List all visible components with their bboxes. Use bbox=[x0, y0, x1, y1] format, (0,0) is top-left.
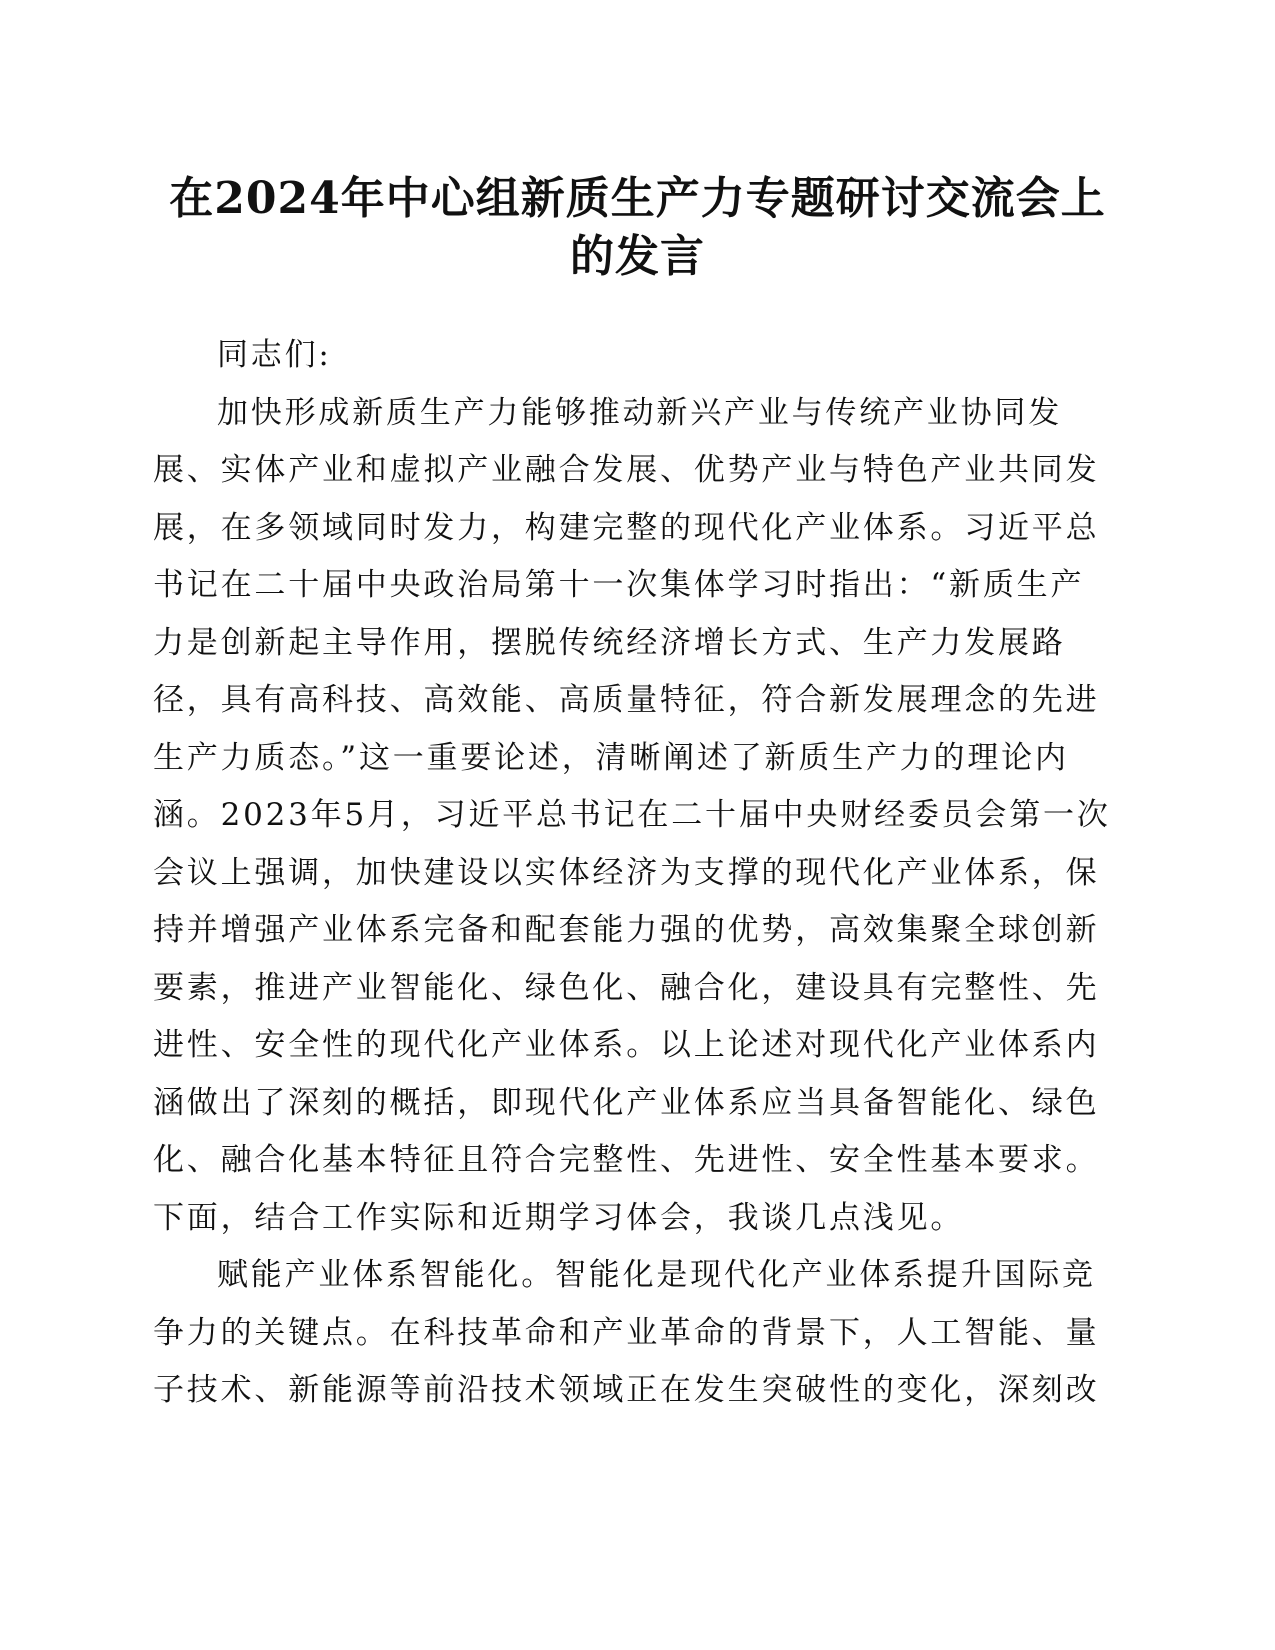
paragraph-line: 生产力质态。”这一重要论述，清晰阐述了新质生产力的理论内 bbox=[153, 739, 1069, 776]
paragraph-line: 下面，结合工作实际和近期学习体会，我谈几点浅见。 bbox=[153, 1199, 965, 1236]
paragraph-line: 持并增强产业体系完备和配套能力强的优势，高效集聚全球创新 bbox=[153, 912, 1100, 948]
paragraph-line: 加快形成新质生产力能够推动新兴产业与传统产业协同发 bbox=[217, 394, 1062, 431]
document-title bbox=[138, 170, 1138, 286]
paragraph-line: 径，具有高科技、高效能、高质量特征，符合新发展理念的先进 bbox=[153, 682, 1100, 718]
paragraph-line: 赋能产业体系智能化。智能化是现代化产业体系提升国际竞 bbox=[217, 1257, 1096, 1293]
paragraph-line: 要素，推进产业智能化、绿色化、融合化，建设具有完整性、先 bbox=[153, 969, 1100, 1006]
paragraph-line: 展、实体产业和虚拟产业融合发展、优势产业与特色产业共同发 bbox=[153, 452, 1100, 488]
paragraph-line: 书记在二十届中央政治局第十一次集体学习时指出：“新质生产 bbox=[153, 567, 1085, 603]
paragraph-line: 会议上强调，加快建设以实体经济为支撑的现代化产业体系，保 bbox=[153, 854, 1100, 891]
paragraph-line: 力是创新起主导作用，摆脱传统经济增长方式、生产力发展路 bbox=[153, 624, 1066, 661]
salutation: 同志们: bbox=[217, 337, 332, 373]
title-line-2: 的发言 bbox=[570, 231, 705, 282]
document-body bbox=[153, 327, 1111, 1420]
title-line-1: 在2024年中心组新质生产力专题研讨交流会上 bbox=[169, 173, 1106, 224]
paragraph-line: 化、融合化基本特征且符合完整性、先进性、安全性基本要求。 bbox=[153, 1142, 1100, 1178]
paragraph-line: 争力的关键点。在科技革命和产业革命的背景下，人工智能、量 bbox=[153, 1314, 1100, 1351]
paragraph-line: 子技术、新能源等前沿技术领域正在发生突破性的变化，深刻改 bbox=[153, 1372, 1100, 1408]
paragraph-2 bbox=[153, 1247, 1100, 1420]
paragraph-line: 进性、安全性的现代化产业体系。以上论述对现代化产业体系内 bbox=[153, 1027, 1100, 1063]
paragraph-line: 涵做出了深刻的概括，即现代化产业体系应当具备智能化、绿色 bbox=[153, 1084, 1100, 1121]
paragraph-1 bbox=[153, 385, 1111, 1248]
paragraph-line: 涵。2023年5月，习近平总书记在二十届中央财经委员会第一次 bbox=[153, 797, 1111, 833]
paragraph-line: 展，在多领域同时发力，构建完整的现代化产业体系。习近平总 bbox=[153, 509, 1100, 546]
